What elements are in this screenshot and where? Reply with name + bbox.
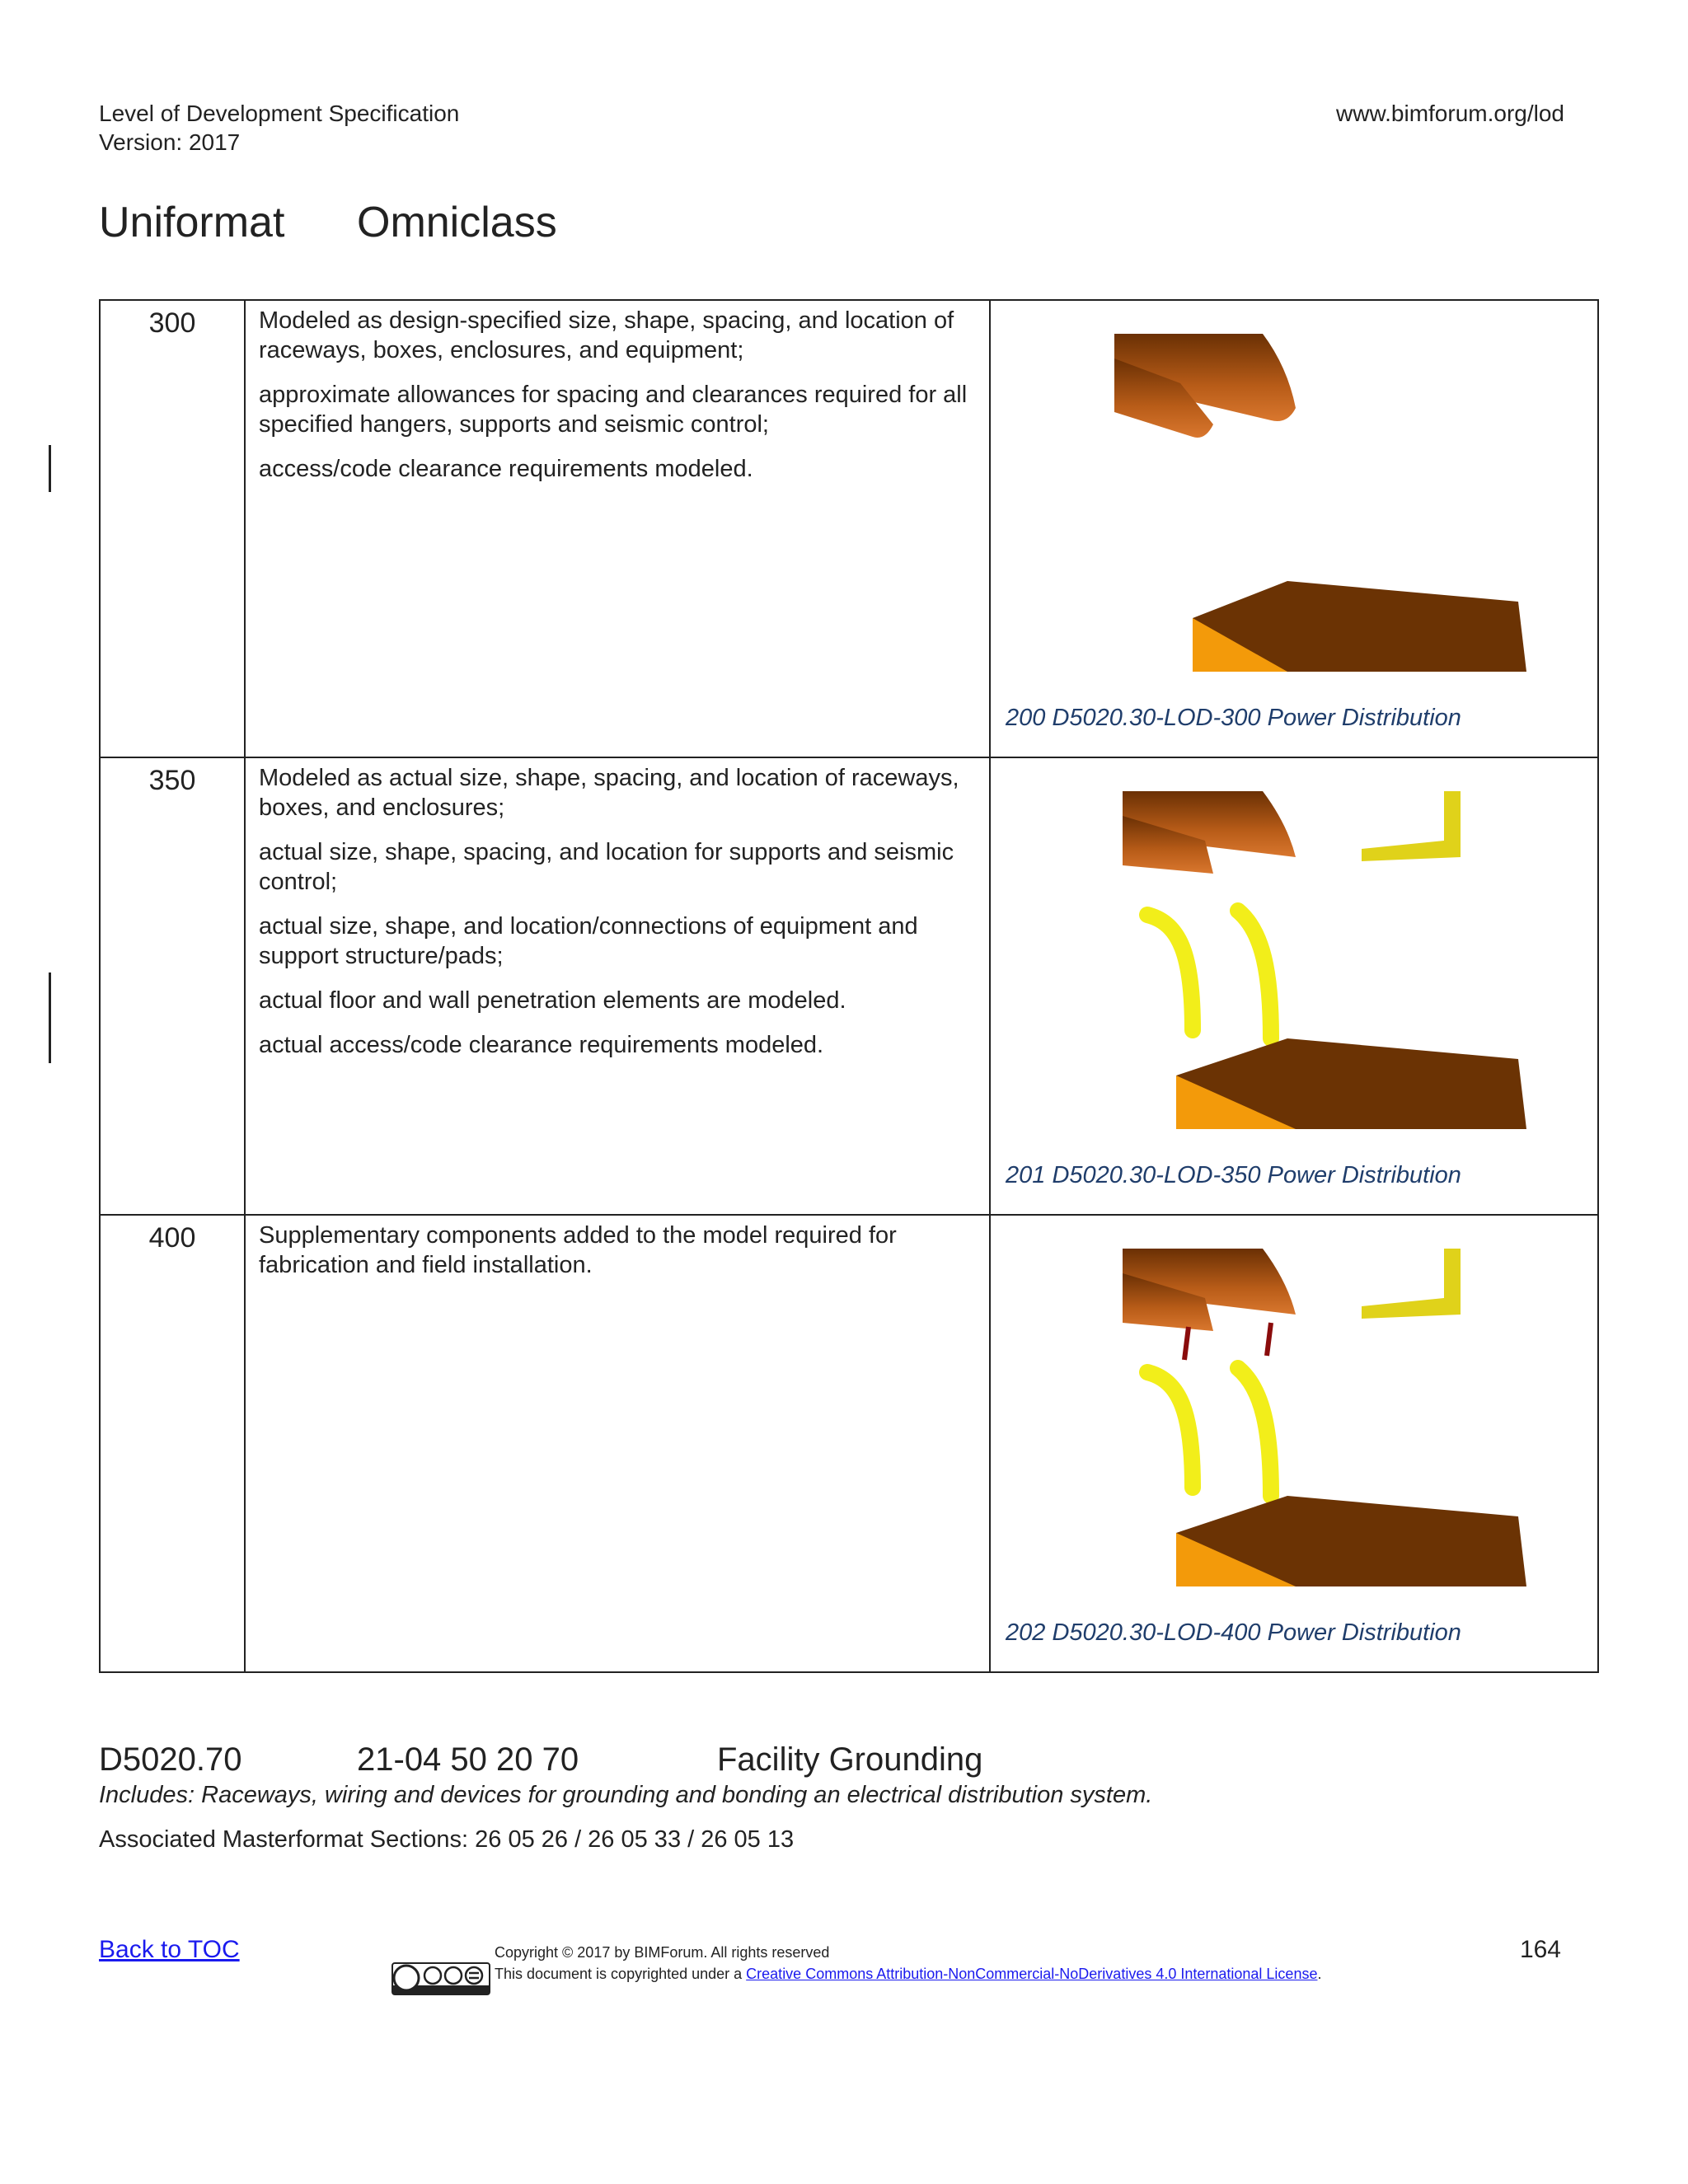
description-paragraph: Modeled as actual size, shape, spacing, and location of raceways, boxes, and enclosures; (259, 765, 959, 821)
table-row (100, 300, 1598, 757)
description-paragraph: actual size, shape, spacing, and location for supports and seismic control; (259, 839, 954, 895)
figure-caption: 200 D5020.30-LOD-300 Power Distribution (1006, 705, 1461, 731)
description-paragraph: actual floor and wall penetration elements are modeled. (259, 987, 846, 1014)
revision-bar (49, 972, 51, 1063)
support-bracket (1362, 791, 1461, 861)
conduit (1147, 915, 1193, 1030)
table-row (100, 1215, 1598, 1672)
lod-400-figure (1015, 1249, 1609, 1603)
doc-title: Level of Development Specification (99, 101, 460, 126)
figure-cell (990, 300, 1598, 757)
doc-version: Version: 2017 (99, 129, 241, 155)
conduit (1147, 1372, 1193, 1488)
lod-300-figure (1015, 334, 1609, 688)
lod-level: 400 (100, 1215, 245, 1672)
lod-table (99, 299, 1599, 1673)
description-paragraph: actual access/code clearance requirements modeled. (259, 1032, 824, 1058)
table-row (100, 757, 1598, 1215)
figure-caption: 201 D5020.30-LOD-350 Power Distribution (1006, 1162, 1461, 1188)
uniformat-heading: Uniformat (99, 199, 285, 246)
figure-cell (990, 757, 1598, 1215)
associated-sections: Associated Masterformat Sections: 26 05 26 / 26 05 33 / 26 05 13 (99, 1826, 795, 1853)
back-to-toc-link[interactable]: Back to TOC (99, 1936, 240, 1963)
section-includes: Includes: Raceways, wiring and devices for grounding and bonding an electrical distribution system. (99, 1782, 1153, 1808)
figure-cell (990, 1215, 1598, 1672)
lod-description (245, 300, 990, 757)
lod-description (245, 757, 990, 1215)
cc-by-nc-nd-badge-icon (392, 1962, 490, 1995)
support-bracket (1362, 1249, 1461, 1319)
header-url[interactable]: www.bimforum.org/lod (1336, 101, 1564, 126)
omniclass-heading: Omniclass (357, 199, 557, 246)
description-paragraph: approximate allowances for spacing and clearances required for all specified hangers, supports and seismic control; (259, 382, 968, 438)
conduit (1238, 1368, 1271, 1496)
section-omniclass: 21-04 50 20 70 (357, 1741, 579, 1778)
section-name: Facility Grounding (717, 1741, 983, 1778)
description-paragraph: access/code clearance requirements modeled. (259, 456, 753, 482)
figure-caption: 202 D5020.30-LOD-400 Power Distribution (1006, 1619, 1461, 1646)
strap-fitting (1184, 1327, 1189, 1360)
description-paragraph: Modeled as design-specified size, shape, spacing, and location of raceways, boxes, enclosures, and equipment; (259, 307, 954, 363)
lod-level: 350 (100, 757, 245, 1215)
section-code: D5020.70 (99, 1741, 242, 1778)
description-paragraph: Supplementary components added to the model required for fabrication and field installation. (259, 1222, 897, 1278)
lod-level: 300 (100, 300, 245, 757)
license-prefix: This document is copyrighted under a (495, 1966, 747, 1982)
page-number: 164 (1519, 1936, 1561, 1963)
revision-bar (49, 445, 51, 492)
copyright-text: Copyright © 2017 by BIMForum. All rights reserved (495, 1944, 830, 1961)
license-link[interactable]: Creative Commons Attribution-NonCommercial-NoDerivatives 4.0 International License (746, 1966, 1318, 1982)
lod-description (245, 1215, 990, 1672)
conduit (1238, 911, 1271, 1038)
license-line (495, 1963, 1321, 1985)
strap-fitting (1267, 1323, 1271, 1356)
description-paragraph: actual size, shape, and location/connections of equipment and support structure/pads; (259, 913, 918, 969)
license-suffix: . (1317, 1966, 1322, 1982)
lod-350-figure (1015, 791, 1609, 1146)
